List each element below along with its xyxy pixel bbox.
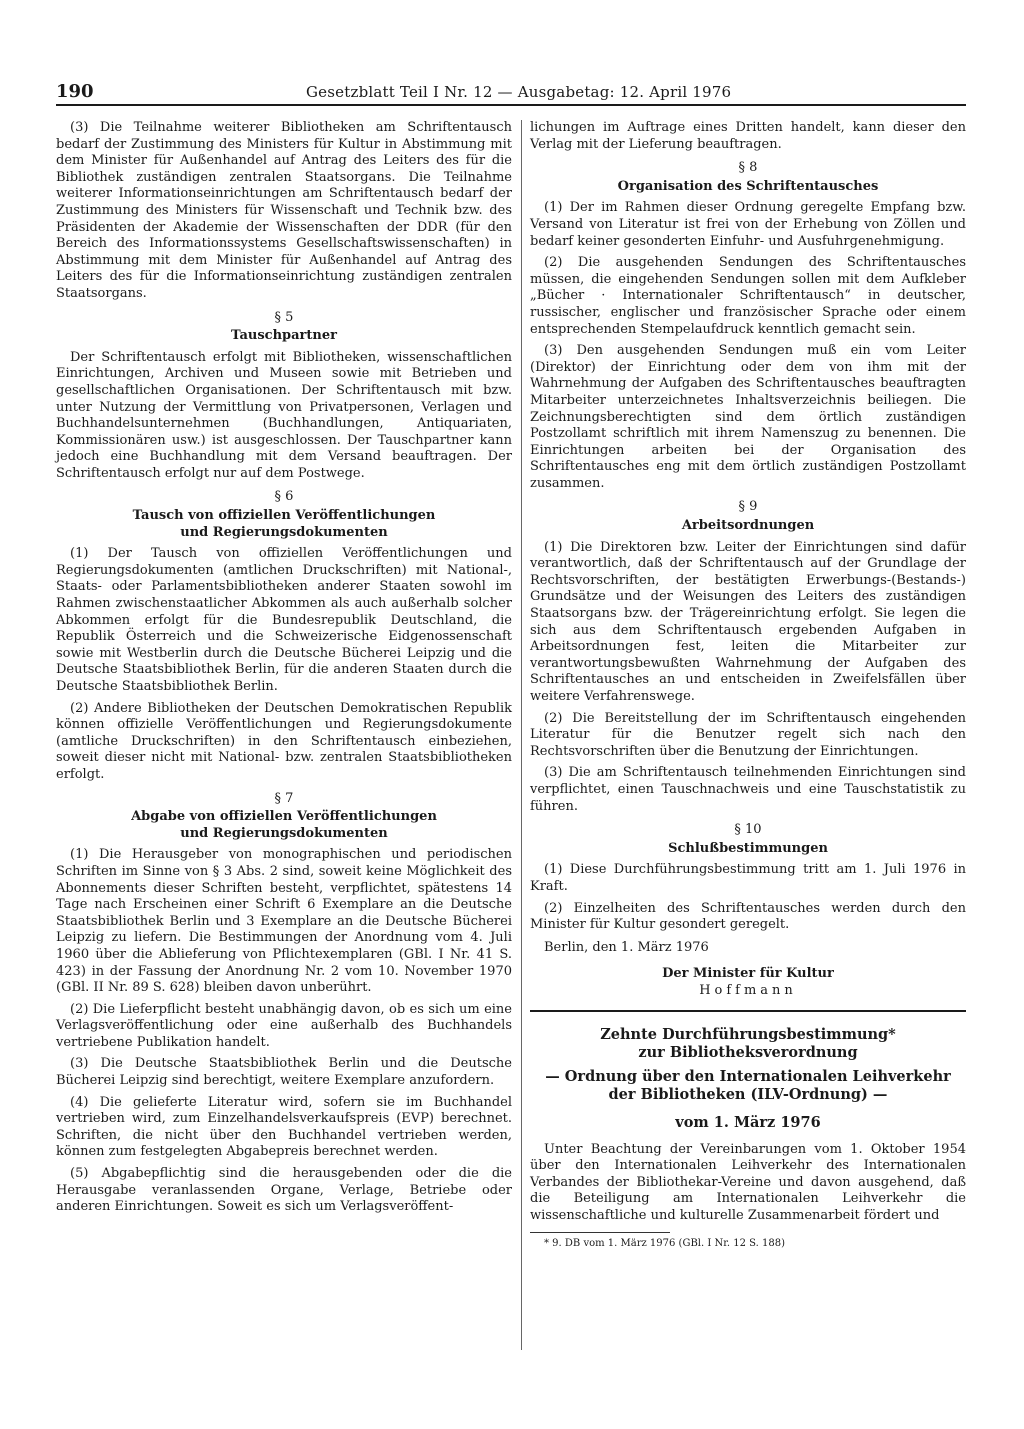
- paragraph: (5) Abgabepflichtig sind die herausgebenden oder die die Herausgabe veranlassenden Organe, Verlage, Betriebe oder anderen Einrichtungen. Soweit es sich um Verlagsveröffent-: [56, 1166, 512, 1215]
- paragraph: (3) Die Deutsche Staatsbibliothek Berlin und die Deutsche Bücherei Leipzig sind berechtigt, weitere Exemplare anzufordern.: [56, 1056, 512, 1089]
- section-title-line: Tausch von offiziellen Veröffentlichungen: [132, 508, 436, 524]
- place-date: Berlin, den 1. März 1976: [544, 939, 709, 955]
- section-title-line: und Regierungsdokumenten: [180, 825, 388, 841]
- paragraph: (1) Die Herausgeber von monographischen und periodischen Schriften im Sinne von § 3 Abs. 2 sind, soweit keine Möglichkeit des Abonnements dieser Schriften besteht, verpflichtet, spätestens 14 Tage nach Erscheinen einer Schrift 6 Exemplare an die Deutsche Staatsbibliothek Berlin und 3 Exemplare an die Deutsche Bücherei Leipzig zu liefern. Die Bestimmungen der Anordnung vom 4. Juli 1960 über die Ablieferung von Pflichtexemplaren (GBl. I Nr. 41 S. 423) in der Fassung der Anordnung Nr. 2 vom 10. November 1970 (GBl. II Nr. 89 S. 628) bleiben davon unberührt.: [56, 847, 512, 996]
- section-number: § 7: [274, 790, 294, 806]
- section-title: Schlußbestimmungen: [668, 840, 828, 856]
- page-header: [56, 82, 966, 104]
- left-column: [56, 120, 512, 1221]
- paragraph: (3) Die am Schriftentausch teilnehmenden Einrichtungen sind verpflichtet, einen Tauschnachweis und eine Tauschstatistik zu führen.: [530, 765, 966, 814]
- decree-separator: [530, 1010, 966, 1012]
- signer-name: Hoffmann: [699, 982, 797, 998]
- section-title: [56, 809, 512, 842]
- section-title-line: und Regierungsdokumenten: [180, 524, 388, 540]
- header-title: Gesetzblatt Teil I Nr. 12 — Ausgabetag: 12. April 1976: [306, 83, 732, 101]
- paragraph: Unter Beachtung der Vereinbarungen vom 1. Oktober 1954 über den Internationalen Leihverkehr des Internationalen Verbandes der Bibliothekar-Vereine und davon ausgehend, daß die Beteiligung am Internationalen Leihverkehr die wissenschaftliche und kulturelle Zusammenarbeit fördert und: [530, 1141, 966, 1223]
- section-number: § 5: [274, 309, 294, 325]
- section-title: Arbeitsordnungen: [681, 518, 815, 534]
- paragraph: (2) Die Bereitstellung der im Schriftentausch eingehenden Literatur für die Benutzer regelt sich nach den Rechtsvorschriften über die Benutzung der Einrichtungen.: [530, 710, 966, 759]
- paragraph: (2) Einzelheiten des Schriftentausches werden durch den Minister für Kultur gesondert geregelt.: [530, 900, 966, 933]
- decree-title: Zehnte Durchführungsbestimmung*: [600, 1025, 896, 1043]
- paragraph: (3) Den ausgehenden Sendungen muß ein vom Leiter (Direktor) der Einrichtung oder dem von ihm mit der Wahrnehmung der Aufgaben des Schriftentausches beauftragten Mitarbeiter unterzeichnetes Inhaltsverzeichnis beiliegen. Die Zeichnungsberechtigten sind dem örtlich zuständigen Postzollamt schriftlich mit ihrem Namenszug zu benennen. Die Einrichtungen arbeiten bei der Organisation des Schriftentausches eng mit dem örtlich zuständigen Postzollamt zusammen.: [530, 343, 966, 491]
- section-title: Tauschpartner: [231, 328, 337, 344]
- decree-title: zur Bibliotheksverordnung: [638, 1043, 858, 1061]
- decree-subtitle: der Bibliotheken (ILV-Ordnung) —: [608, 1085, 888, 1103]
- section-number: § 9: [738, 499, 758, 515]
- paragraph: (4) Die gelieferte Literatur wird, sofern sie im Buchhandel vertrieben wird, zum Einzelhandelsverkaufspreis (EVP) berechnet. Schriften, die nicht über den Buchhandel vertrieben werden, können zum festgelegten Abgabepreis berechnet werden.: [56, 1094, 512, 1160]
- footnote: * 9. DB vom 1. März 1976 (GBl. I Nr. 12 S. 188): [544, 1238, 786, 1250]
- decree-subtitle: — Ordnung über den Internationalen Leihverkehr: [545, 1067, 951, 1085]
- paragraph: Der Schriftentausch erfolgt mit Bibliotheken, wissenschaftlichen Einrichtungen, Archiven und Museen sowie mit Betrieben und gesellschaftlichen Organisationen. Der Schriftentausch mit bzw. unter Nutzung der Vermittlung von Privatpersonen, Verlagen und Buchhandelsunternehmen (Buchhandlungen, Antiquariaten, Kommissionären usw.) ist ausgeschlossen. Der Tauschpartner kann jedoch eine Buchhandlung mit dem Versand beauftragen. Der Schriftentausch erfolgt nur auf dem Postwege.: [56, 349, 512, 481]
- page-number: 190: [56, 81, 94, 102]
- paragraph: (1) Der Tausch von offiziellen Veröffentlichungen und Regierungsdokumenten (amtlichen Druckschriften) mit National-, Staats- oder Parlamentsbibliotheken anderer Staaten sowohl im Rahmen zwischenstaatlicher Abkommen als auch außerhalb solcher Abkommen erfolgt für die Bundesrepublik Deutschland, die Republik Österreich und die Schweizerische Eidgenossenschaft sowie mit Westberlin durch die Deutsche Bücherei Leipzig und die Deutsche Staatsbibliothek Berlin, für die anderen Staaten durch die Deutsche Staatsbibliothek Berlin.: [56, 546, 512, 694]
- signer-title: Der Minister für Kultur: [662, 966, 834, 982]
- section-number: § 8: [738, 160, 758, 176]
- paragraph: (3) Die Teilnahme weiterer Bibliotheken am Schriftentausch bedarf der Zustimmung des Ministers für Kultur in Abstimmung mit dem Minister für Außenhandel auf Antrag des Leiters des für die Bibliothek zuständigen zentralen Staatsorgans. Die Teilnahme weiterer Informationseinrichtungen am Schriftentausch bedarf der Zustimmung des Ministers für Wissenschaft und Technik bzw. des Präsidenten der Akademie der Wissenschaften der DDR (für den Bereich des Informationssystems Gesellschaftswissenschaften) in Abstimmung mit dem Minister für Außenhandel auf Antrag des Leiters des für die Informationseinrichtung zuständigen zentralen Staatsorgans.: [56, 120, 512, 301]
- paragraph: (1) Der im Rahmen dieser Ordnung geregelte Empfang bzw. Versand von Literatur ist frei von der Erhebung von Zöllen und bedarf keiner gesonderten Einfuhr- und Ausfuhrgenehmigung.: [530, 200, 966, 249]
- paragraph: (2) Andere Bibliotheken der Deutschen Demokratischen Republik können offizielle Veröffentlichungen und Regierungsdokumente (amtliche Druckschriften) in den Schriftentausch einbeziehen, soweit dieser nicht mit National- bzw. zentralen Staatsbibliotheken erfolgt.: [56, 700, 512, 782]
- section-number: § 6: [274, 489, 294, 505]
- paragraph: (1) Die Direktoren bzw. Leiter der Einrichtungen sind dafür verantwortlich, daß der Schriftentausch auf der Grundlage der Rechtsvorschriften, der bestätigten Erwerbungs-(Bestands-) Grundsätze und der Weisungen des Leiters des zuständigen Staatsorgans bzw. der Trägereinrichtung erfolgt. Sie legen die sich aus dem Schriftentausch ergebenden Aufgaben in Arbeitsordnungen fest, leiten die Mitarbeiter zur verantwortungsbewußten Wahrnehmung der Aufgaben des Schriftentausches an und entscheiden in Zweifelsfällen über weitere Verfahrenswege.: [530, 539, 966, 704]
- paragraph: (2) Die ausgehenden Sendungen des Schriftentausches müssen, die eingehenden Sendungen sollen mit dem Aufkleber „Bücher · Internationaler Schriftentausch“ in deutscher, russischer, englischer und französischer Sprache oder einem entsprechenden Stempelaufdruck kenntlich gemacht sein.: [530, 255, 966, 337]
- section-title: [56, 508, 512, 541]
- section-number: § 10: [734, 822, 762, 838]
- decree-date: vom 1. März 1976: [675, 1113, 821, 1131]
- column-divider: [521, 120, 522, 1350]
- footnote-rule: [530, 1232, 670, 1233]
- paragraph: (2) Die Lieferpflicht besteht unabhängig davon, ob es sich um eine Verlagsveröffentlichung oder eine außerhalb des Buchhandels vertriebene Publikation handelt.: [56, 1001, 512, 1050]
- section-title-line: Abgabe von offiziellen Veröffentlichungen: [131, 809, 437, 825]
- section-title: Organisation des Schriftentausches: [617, 178, 879, 194]
- paragraph: lichungen im Auftrage eines Dritten handelt, kann dieser den Verlag mit der Lieferung beauftragen.: [530, 120, 966, 152]
- header-rule: [56, 104, 966, 106]
- right-column: [530, 120, 966, 1250]
- paragraph: (1) Diese Durchführungsbestimmung tritt am 1. Juli 1976 in Kraft.: [530, 862, 966, 894]
